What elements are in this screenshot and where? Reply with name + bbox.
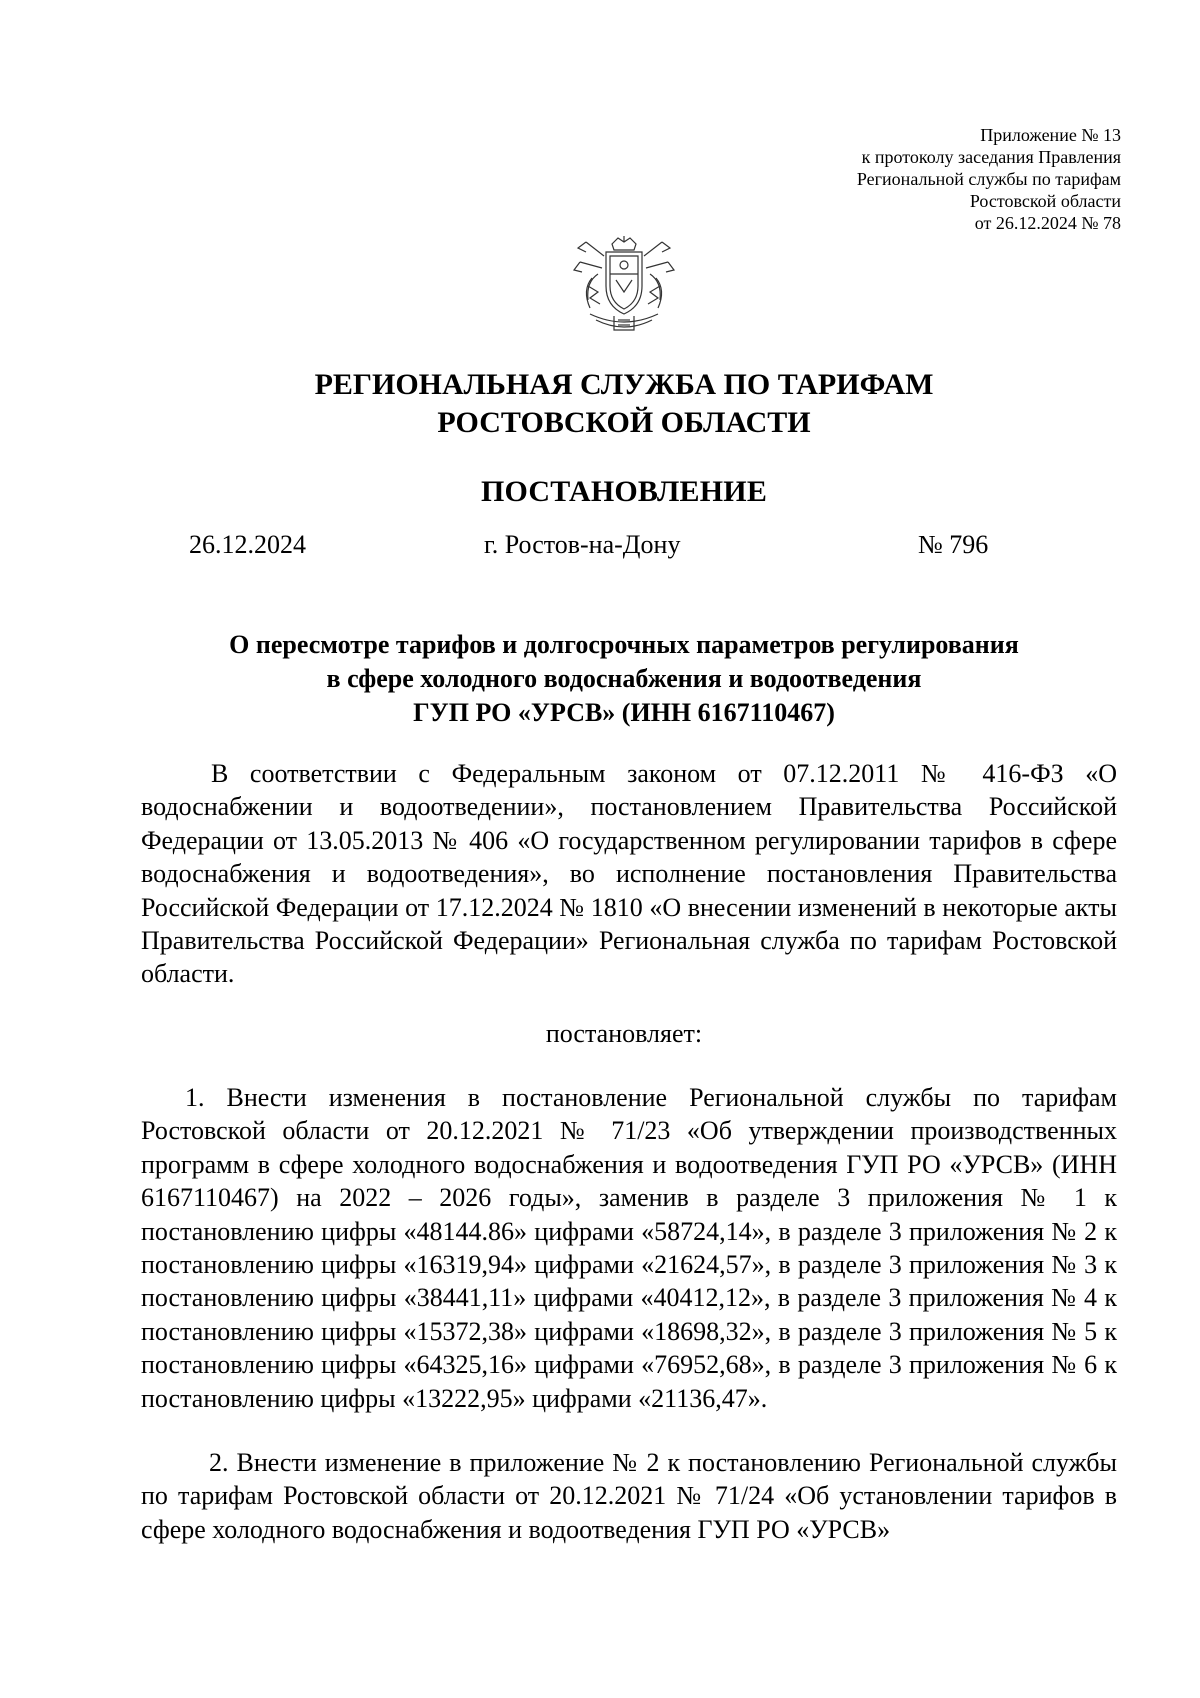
document-subject [0,628,1200,730]
appendix-note [857,124,1121,234]
organization-title-line: РОСТОВСКОЙ ОБЛАСТИ [437,406,811,439]
document-date: 26.12.2024 [189,530,306,559]
document-number: № 796 [918,530,989,559]
appendix-line: Приложение № 13 [980,125,1121,145]
subject-line: ГУП РО «УРСВ» (ИНН 6167110467) [413,698,835,727]
appendix-line: Ростовской области [969,191,1121,211]
appendix-line: от 26.12.2024 № 78 [974,213,1121,233]
document-meta-row [0,528,1200,562]
subject-line: О пересмотре тарифов и долгосрочных параметров регулирования [229,630,1019,659]
item-paragraph: 2. Внести изменение в приложение № 2 к постановлению Региональной службы по тарифам Ростовской области от 20.12.2021 № 71/24 «Об установлении тарифов в сфере холодного водоснабжения и водоотведения ГУП РО «УРСВ» [141,1448,1117,1544]
appendix-line: к протоколу заседания Правления [861,147,1121,167]
rostov-oblast-coat-of-arms-icon [568,234,680,342]
item-paragraph: 1. Внести изменения в постановление Региональной службы по тарифам Ростовской области от 20.12.2021 № 71/23 «Об утверждении производственных программ в сфере холодного водоснабжения и водоотведения ГУП РО «УРСВ» (ИНН 6167110467) на 2022 – 2026 годы», заменив в разделе 3 приложения № 1 к постановлению цифры «48144.86» цифрами «58724,14», в разделе 3 приложения № 2 к постановлению цифры «16319,94» цифрами «21624,57», в разделе 3 приложения № 3 к постановлению цифры «38441,11» цифрами «40412,12», в разделе 3 приложения № 4 к постановлению цифры «15372,38» цифрами «18698,32», в разделе 3 приложения № 5 к постановлению цифры «64325,16» цифрами «76952,68», в разделе 3 приложения № 6 к постановлению цифры «13222,95» цифрами «21136,47». [141,1083,1117,1413]
organization-title [0,366,1200,442]
appendix-line: Региональной службы по тарифам [856,169,1121,189]
preamble-paragraph: В соответствии с Федеральным законом от 07.12.2011 № 416-ФЗ «О водоснабжении и водоотведении», постановлением Правительства Российской Федерации от 13.05.2013 № 406 «О государственном регулировании тарифов в сфере водоснабжения и водоотведения», во исполнение постановления Правительства Российской Федерации от 17.12.2024 № 1810 «О внесении изменений в некоторые акты Правительства Российской Федерации» Региональная служба по тарифам Ростовской области. [141,759,1117,989]
organization-title-line: РЕГИОНАЛЬНАЯ СЛУЖБА ПО ТАРИФАМ [314,368,934,401]
document-type: ПОСТАНОВЛЕНИЕ [480,475,768,508]
resolves-heading: постановляет: [545,1019,703,1048]
subject-line: в сфере холодного водоснабжения и водоотведения [326,664,922,693]
document-city: г. Ростов-на-Дону [484,530,681,559]
